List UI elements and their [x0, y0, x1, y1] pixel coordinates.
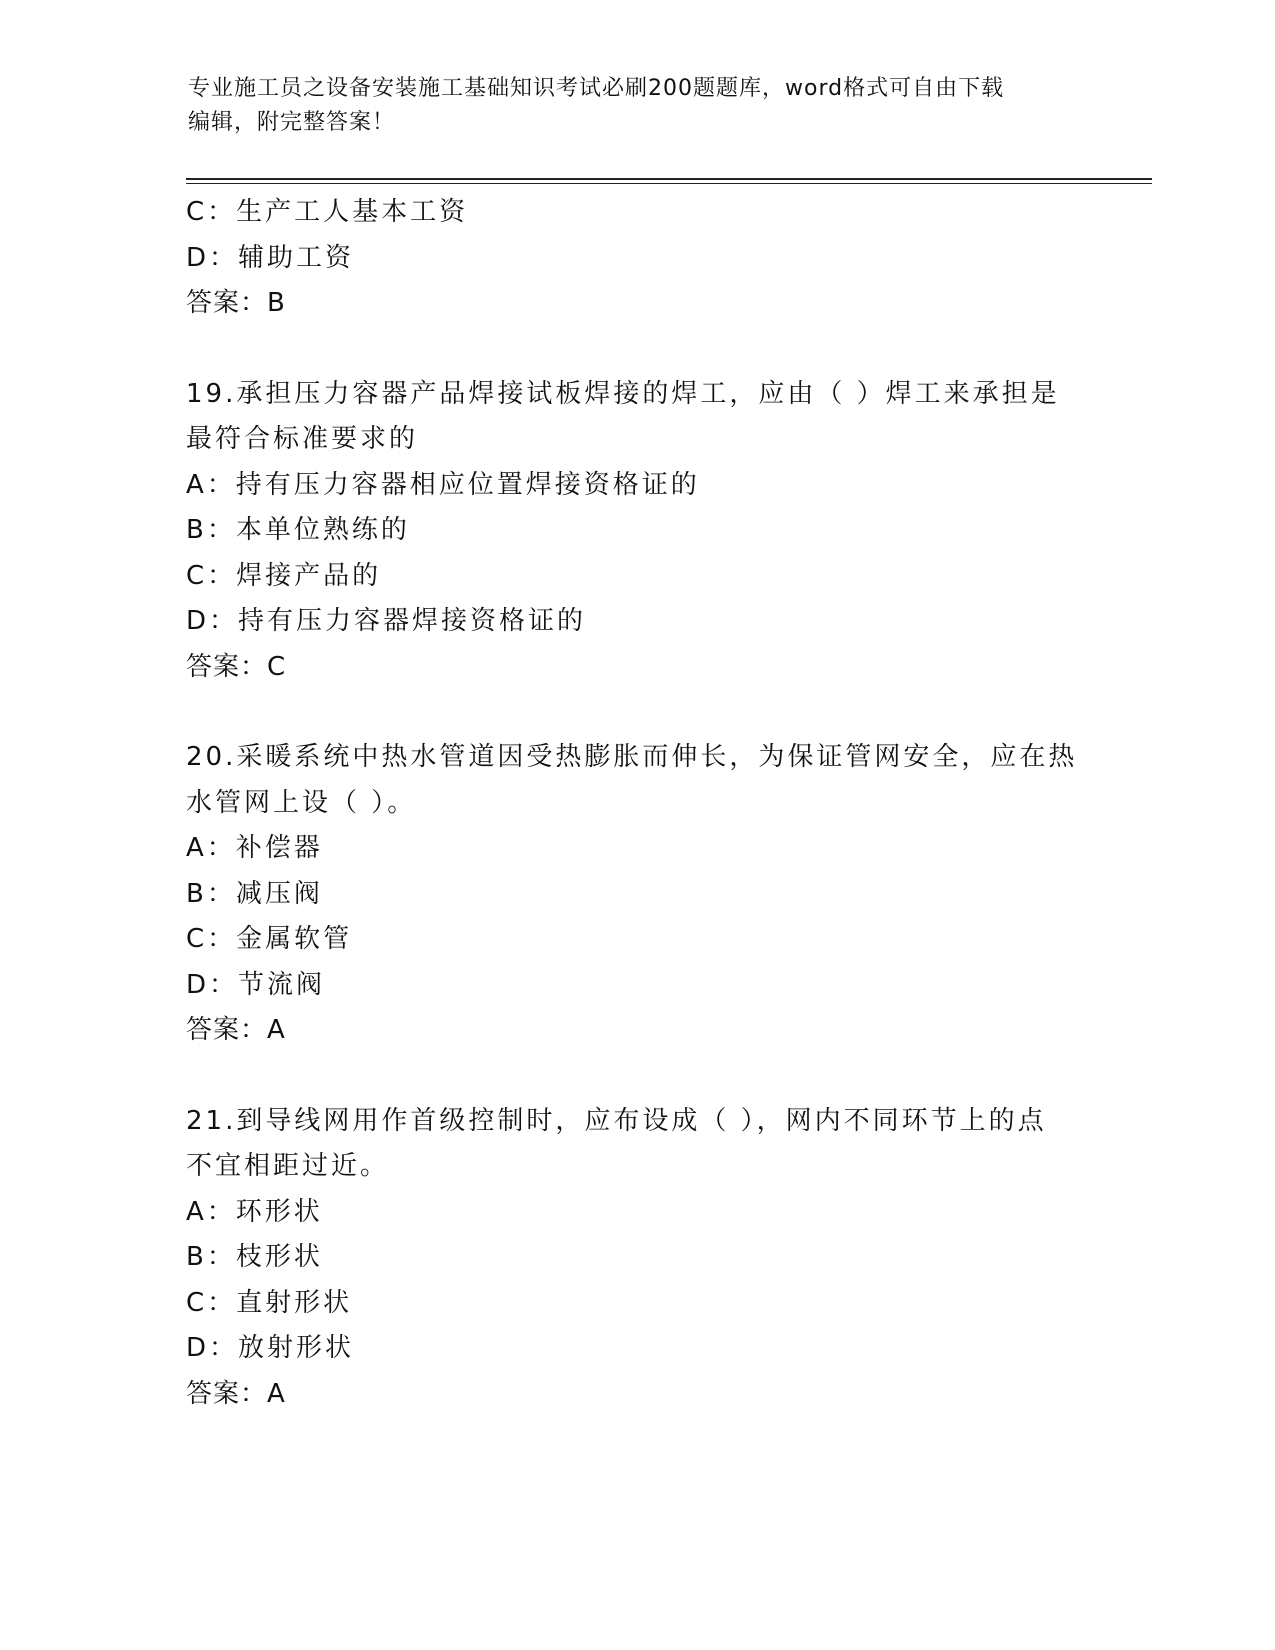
option-a: A：补偿器	[186, 833, 323, 863]
header-line-1: 专业施工员之设备安装施工基础知识考试必刷200题题库，word格式可自由下载	[188, 76, 1005, 101]
question-text: 21.到导线网用作首级控制时，应布设成（ ），网内不同环节上的点	[186, 1105, 1047, 1136]
question-text: 19.承担压力容器产品焊接试板焊接的焊工，应由（ ）焊工来承担是	[186, 378, 1060, 409]
option-b: B：减压阀	[186, 878, 323, 909]
spacer	[186, 690, 1086, 735]
option-c: C：生产工人基本工资	[186, 197, 469, 227]
option-c: C：直射形状	[186, 1287, 353, 1318]
question-20	[186, 735, 1086, 1054]
question-text: 20.采暖系统中热水管道因受热膨胀而伸长，为保证管网安全，应在热	[186, 742, 1078, 772]
option-b: B：本单位熟练的	[186, 515, 410, 545]
answer: 答案：A	[186, 1015, 286, 1045]
spacer	[186, 327, 1086, 372]
previous-question-tail	[186, 190, 1086, 327]
answer: 答案：B	[186, 288, 286, 318]
option-d: D：持有压力容器焊接资格证的	[186, 606, 587, 636]
answer: 答案：C	[186, 651, 287, 682]
question-text-cont: 不宜相距过近。	[186, 1151, 390, 1181]
header-divider	[186, 178, 1152, 184]
header-line-2: 编辑，附完整答案！	[188, 110, 396, 135]
question-text-cont: 水管网上设（ ）。	[186, 787, 417, 818]
question-text-cont: 最符合标准要求的	[186, 424, 419, 454]
question-19	[186, 372, 1086, 691]
option-c: C：金属软管	[186, 924, 353, 954]
answer: 答案：A	[186, 1378, 286, 1409]
spacer	[186, 1054, 1086, 1099]
option-b: B：枝形状	[186, 1242, 323, 1272]
option-a: A：持有压力容器相应位置焊接资格证的	[186, 469, 700, 500]
question-content	[186, 190, 1086, 1417]
option-d: D：节流阀	[186, 969, 326, 1000]
option-a: A：环形状	[186, 1196, 323, 1227]
option-d: D：辅助工资	[186, 242, 355, 273]
option-c: C：焊接产品的	[186, 560, 382, 591]
question-21	[186, 1099, 1086, 1418]
page-header	[188, 72, 1068, 140]
option-d: D：放射形状	[186, 1333, 355, 1363]
